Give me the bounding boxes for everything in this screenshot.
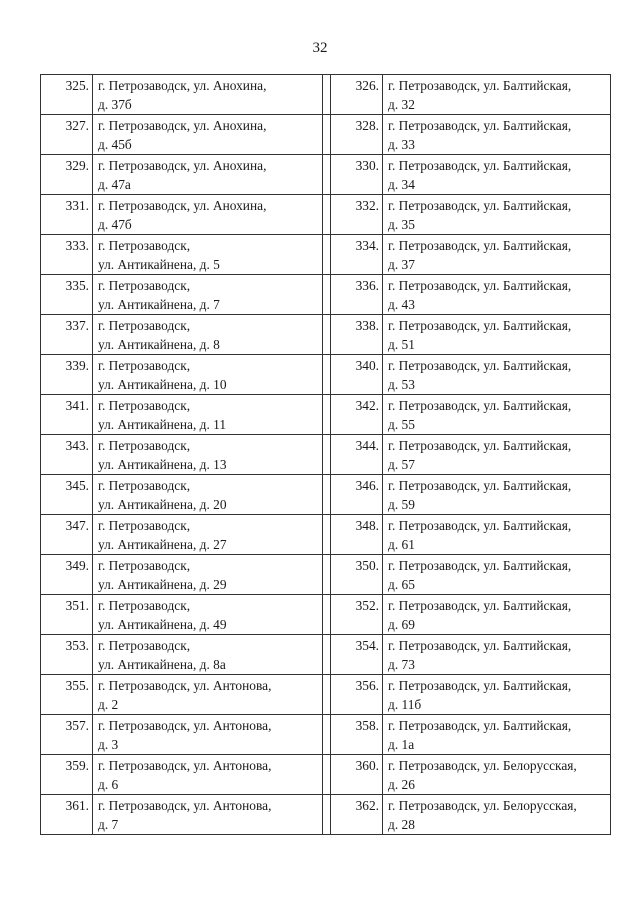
- column-separator: [323, 595, 331, 635]
- entry-address-left: [93, 235, 323, 275]
- entry-address-right-line-2: д. 59: [388, 497, 415, 512]
- entry-number-left: [41, 75, 93, 115]
- page-number: 32: [312, 40, 328, 56]
- entry-address-right-line-1: г. Петрозаводск, ул. Балтийская,: [388, 398, 572, 413]
- table-row: [41, 715, 611, 755]
- entry-number-left-text: 347.: [65, 518, 89, 533]
- entry-number-right-text: 356.: [355, 678, 379, 693]
- entry-number-left-text: 359.: [65, 758, 89, 773]
- entry-number-left: [41, 275, 93, 315]
- column-separator: [323, 795, 331, 835]
- entry-address-left: [93, 515, 323, 555]
- entry-address-right: [383, 475, 611, 515]
- entry-address-left: [93, 595, 323, 635]
- entry-number-left-text: 331.: [65, 198, 89, 213]
- table-row: [41, 795, 611, 835]
- entry-address-left-line-1: г. Петрозаводск, ул. Анохина,: [98, 78, 267, 93]
- entry-address-left: [93, 795, 323, 835]
- entry-number-left: [41, 555, 93, 595]
- entry-address-left-line-2: ул. Антикайнена, д. 11: [98, 417, 227, 432]
- entry-number-right-text: 362.: [355, 798, 379, 813]
- entry-number-left: [41, 355, 93, 395]
- entry-address-right-line-1: г. Петрозаводск, ул. Балтийская,: [388, 478, 572, 493]
- entry-number-left: [41, 515, 93, 555]
- entry-number-right: [331, 235, 383, 275]
- entry-number-right-text: 334.: [355, 238, 379, 253]
- entry-address-left-line-2: д. 2: [98, 697, 119, 712]
- entry-address-right: [383, 675, 611, 715]
- column-separator: [323, 195, 331, 235]
- entry-address-left-line-2: д. 45б: [98, 137, 132, 152]
- entry-address-left: [93, 115, 323, 155]
- entry-address-right-line-2: д. 28: [388, 817, 415, 832]
- entry-address-right-line-2: д. 1а: [388, 737, 415, 752]
- entry-address-left: [93, 435, 323, 475]
- entry-number-left-text: 343.: [65, 438, 89, 453]
- entry-number-right-text: 352.: [355, 598, 379, 613]
- entry-number-right: [331, 435, 383, 475]
- entry-address-left-line-1: г. Петрозаводск,: [98, 518, 191, 533]
- entry-address-left-line-2: ул. Антикайнена, д. 8а: [98, 657, 226, 672]
- entry-address-right-line-2: д. 11б: [388, 697, 422, 712]
- entry-address-left-line-2: ул. Антикайнена, д. 20: [98, 497, 227, 512]
- entry-number-right-text: 338.: [355, 318, 379, 333]
- column-separator: [323, 635, 331, 675]
- column-separator: [323, 155, 331, 195]
- entry-number-right: [331, 475, 383, 515]
- entry-address-right-line-2: д. 61: [388, 537, 415, 552]
- entry-number-right: [331, 515, 383, 555]
- entry-number-right-text: 330.: [355, 158, 379, 173]
- entry-address-right-line-2: д. 69: [388, 617, 415, 632]
- entry-address-left-line-1: г. Петрозаводск,: [98, 598, 191, 613]
- entry-number-right-text: 348.: [355, 518, 379, 533]
- entry-number-right: [331, 635, 383, 675]
- table-row: [41, 435, 611, 475]
- entry-number-right-text: 332.: [355, 198, 379, 213]
- table-row: [41, 355, 611, 395]
- entry-address-left-line-2: д. 47б: [98, 217, 132, 232]
- entry-number-left-text: 353.: [65, 638, 89, 653]
- entry-address-left-line-2: д. 7: [98, 817, 119, 832]
- entry-number-right-text: 346.: [355, 478, 379, 493]
- entry-address-right-line-1: г. Петрозаводск, ул. Балтийская,: [388, 598, 572, 613]
- entry-address-right: [383, 235, 611, 275]
- entry-number-right: [331, 355, 383, 395]
- entry-address-right: [383, 315, 611, 355]
- entry-address-right-line-1: г. Петрозаводск, ул. Балтийская,: [388, 358, 572, 373]
- entry-address-left: [93, 675, 323, 715]
- entry-number-left-text: 355.: [65, 678, 89, 693]
- entry-number-left: [41, 315, 93, 355]
- column-separator: [323, 275, 331, 315]
- entry-address-left: [93, 75, 323, 115]
- table-row: [41, 675, 611, 715]
- entry-address-left-line-1: г. Петрозаводск,: [98, 638, 191, 653]
- entry-address-right: [383, 435, 611, 475]
- column-separator: [323, 755, 331, 795]
- entry-address-left-line-2: ул. Антикайнена, д. 5: [98, 257, 220, 272]
- entry-number-right: [331, 275, 383, 315]
- entry-address-left-line-2: ул. Антикайнена, д. 7: [98, 297, 220, 312]
- entry-address-right-line-1: г. Петрозаводск, ул. Балтийская,: [388, 118, 572, 133]
- column-separator: [323, 75, 331, 115]
- entry-number-right-text: 336.: [355, 278, 379, 293]
- entry-address-left: [93, 475, 323, 515]
- entry-address-left: [93, 275, 323, 315]
- entry-number-left-text: 351.: [65, 598, 89, 613]
- entry-address-right-line-2: д. 37: [388, 257, 415, 272]
- entry-address-right: [383, 275, 611, 315]
- entry-address-right-line-1: г. Петрозаводск, ул. Балтийская,: [388, 518, 572, 533]
- entry-address-left-line-2: ул. Антикайнена, д. 8: [98, 337, 220, 352]
- entry-address-left: [93, 355, 323, 395]
- entry-address-right: [383, 755, 611, 795]
- column-separator: [323, 435, 331, 475]
- entry-address-left-line-2: ул. Антикайнена, д. 10: [98, 377, 227, 392]
- entry-number-left-text: 357.: [65, 718, 89, 733]
- entry-address-left-line-1: г. Петрозаводск,: [98, 438, 191, 453]
- entry-address-right-line-1: г. Петрозаводск, ул. Балтийская,: [388, 158, 572, 173]
- entry-number-right: [331, 395, 383, 435]
- entry-address-left: [93, 155, 323, 195]
- entry-address-right: [383, 115, 611, 155]
- table-row: [41, 155, 611, 195]
- entry-address-left-line-1: г. Петрозаводск,: [98, 278, 191, 293]
- table-row: [41, 275, 611, 315]
- table-row: [41, 635, 611, 675]
- entry-address-left-line-2: ул. Антикайнена, д. 13: [98, 457, 227, 472]
- entry-number-right: [331, 715, 383, 755]
- entry-address-right-line-2: д. 57: [388, 457, 415, 472]
- entry-number-left-text: 345.: [65, 478, 89, 493]
- entry-address-left-line-2: д. 37б: [98, 97, 132, 112]
- entry-address-right: [383, 515, 611, 555]
- column-separator: [323, 235, 331, 275]
- table-row: [41, 515, 611, 555]
- entry-number-left: [41, 675, 93, 715]
- entry-number-right: [331, 675, 383, 715]
- entry-address-right-line-2: д. 55: [388, 417, 415, 432]
- entry-number-left: [41, 195, 93, 235]
- entry-address-left: [93, 755, 323, 795]
- entry-address-right-line-2: д. 35: [388, 217, 415, 232]
- entry-number-right-text: 340.: [355, 358, 379, 373]
- entry-number-left: [41, 435, 93, 475]
- table-row: [41, 115, 611, 155]
- entry-number-right: [331, 195, 383, 235]
- entry-address-right: [383, 155, 611, 195]
- entry-address-left-line-1: г. Петрозаводск,: [98, 478, 191, 493]
- entry-address-right-line-1: г. Петрозаводск, ул. Балтийская,: [388, 638, 572, 653]
- entry-address-right-line-1: г. Петрозаводск, ул. Белорусская,: [388, 758, 577, 773]
- entry-address-right-line-2: д. 43: [388, 297, 415, 312]
- entry-number-left-text: 335.: [65, 278, 89, 293]
- entry-address-right-line-1: г. Петрозаводск, ул. Балтийская,: [388, 678, 572, 693]
- entry-number-left: [41, 395, 93, 435]
- table-row: [41, 315, 611, 355]
- entry-address-left-line-1: г. Петрозаводск, ул. Антонова,: [98, 678, 272, 693]
- column-separator: [323, 675, 331, 715]
- entry-number-right: [331, 795, 383, 835]
- entry-address-left-line-1: г. Петрозаводск, ул. Антонова,: [98, 758, 272, 773]
- entry-address-left-line-1: г. Петрозаводск, ул. Анохина,: [98, 198, 267, 213]
- entry-number-left-text: 361.: [65, 798, 89, 813]
- entry-address-left: [93, 315, 323, 355]
- table-row: [41, 195, 611, 235]
- entry-number-right-text: 354.: [355, 638, 379, 653]
- entry-number-right: [331, 555, 383, 595]
- entry-address-right: [383, 595, 611, 635]
- entry-address-right-line-2: д. 73: [388, 657, 415, 672]
- entry-address-right-line-1: г. Петрозаводск, ул. Балтийская,: [388, 78, 572, 93]
- entry-address-left: [93, 395, 323, 435]
- entry-number-right-text: 360.: [355, 758, 379, 773]
- entry-address-right: [383, 795, 611, 835]
- table-row: [41, 755, 611, 795]
- entry-address-right: [383, 395, 611, 435]
- column-separator: [323, 515, 331, 555]
- entry-address-left: [93, 555, 323, 595]
- column-separator: [323, 555, 331, 595]
- entry-address-left-line-2: ул. Антикайнена, д. 29: [98, 577, 227, 592]
- entry-address-left-line-1: г. Петрозаводск,: [98, 238, 191, 253]
- entry-address-right: [383, 355, 611, 395]
- entry-number-left: [41, 235, 93, 275]
- address-table: [40, 74, 611, 835]
- entry-number-right: [331, 115, 383, 155]
- column-separator: [323, 355, 331, 395]
- entry-address-right-line-2: д. 34: [388, 177, 415, 192]
- entry-address-right: [383, 635, 611, 675]
- entry-address-left-line-2: ул. Антикайнена, д. 27: [98, 537, 227, 552]
- entry-number-left-text: 349.: [65, 558, 89, 573]
- column-separator: [323, 315, 331, 355]
- table-row: [41, 475, 611, 515]
- entry-address-left-line-1: г. Петрозаводск,: [98, 398, 191, 413]
- entry-address-right-line-2: д. 32: [388, 97, 415, 112]
- entry-number-right: [331, 75, 383, 115]
- entry-number-left: [41, 795, 93, 835]
- entry-number-left: [41, 475, 93, 515]
- entry-address-right-line-2: д. 33: [388, 137, 415, 152]
- entry-number-left-text: 337.: [65, 318, 89, 333]
- entry-number-left: [41, 595, 93, 635]
- entry-number-right: [331, 315, 383, 355]
- entry-address-left-line-1: г. Петрозаводск, ул. Анохина,: [98, 158, 267, 173]
- entry-address-right: [383, 75, 611, 115]
- entry-number-left: [41, 115, 93, 155]
- entry-address-right: [383, 715, 611, 755]
- entry-address-right-line-1: г. Петрозаводск, ул. Балтийская,: [388, 198, 572, 213]
- entry-address-left-line-2: д. 6: [98, 777, 119, 792]
- table-row: [41, 595, 611, 635]
- table-row: [41, 395, 611, 435]
- column-separator: [323, 115, 331, 155]
- entry-address-right-line-2: д. 53: [388, 377, 415, 392]
- entry-address-left-line-1: г. Петрозаводск, ул. Антонова,: [98, 798, 272, 813]
- entry-number-right-text: 358.: [355, 718, 379, 733]
- entry-address-left-line-1: г. Петрозаводск, ул. Антонова,: [98, 718, 272, 733]
- entry-number-left: [41, 155, 93, 195]
- entry-address-right-line-1: г. Петрозаводск, ул. Балтийская,: [388, 238, 572, 253]
- entry-address-right-line-2: д. 65: [388, 577, 415, 592]
- entry-address-right-line-1: г. Петрозаводск, ул. Балтийская,: [388, 278, 572, 293]
- column-separator: [323, 715, 331, 755]
- column-separator: [323, 395, 331, 435]
- entry-number-left-text: 325.: [65, 78, 89, 93]
- entry-address-left-line-1: г. Петрозаводск,: [98, 358, 191, 373]
- entry-number-left-text: 333.: [65, 238, 89, 253]
- entry-number-right-text: 326.: [355, 78, 379, 93]
- entry-address-right-line-1: г. Петрозаводск, ул. Балтийская,: [388, 718, 572, 733]
- entry-number-right-text: 342.: [355, 398, 379, 413]
- entry-number-left-text: 329.: [65, 158, 89, 173]
- entry-number-right-text: 350.: [355, 558, 379, 573]
- entry-address-right-line-2: д. 51: [388, 337, 415, 352]
- entry-address-right-line-1: г. Петрозаводск, ул. Белорусская,: [388, 798, 577, 813]
- entry-number-left-text: 341.: [65, 398, 89, 413]
- entry-number-right: [331, 155, 383, 195]
- table-row: [41, 555, 611, 595]
- entry-address-left-line-2: д. 3: [98, 737, 119, 752]
- entry-address-right-line-1: г. Петрозаводск, ул. Балтийская,: [388, 318, 572, 333]
- entry-number-left-text: 339.: [65, 358, 89, 373]
- entry-number-right-text: 328.: [355, 118, 379, 133]
- entry-address-right-line-1: г. Петрозаводск, ул. Балтийская,: [388, 558, 572, 573]
- table-row: [41, 75, 611, 115]
- entry-number-left-text: 327.: [65, 118, 89, 133]
- entry-address-right: [383, 555, 611, 595]
- entry-number-right-text: 344.: [355, 438, 379, 453]
- entry-number-left: [41, 635, 93, 675]
- entry-address-right-line-1: г. Петрозаводск, ул. Балтийская,: [388, 438, 572, 453]
- entry-address-left-line-1: г. Петрозаводск,: [98, 318, 191, 333]
- entry-number-right: [331, 595, 383, 635]
- entry-number-right: [331, 755, 383, 795]
- column-separator: [323, 475, 331, 515]
- entry-number-left: [41, 755, 93, 795]
- entry-address-left-line-1: г. Петрозаводск,: [98, 558, 191, 573]
- entry-address-left: [93, 715, 323, 755]
- table-row: [41, 235, 611, 275]
- entry-number-left: [41, 715, 93, 755]
- entry-address-left-line-2: ул. Антикайнена, д. 49: [98, 617, 227, 632]
- address-table-body: [41, 75, 611, 835]
- entry-address-left-line-1: г. Петрозаводск, ул. Анохина,: [98, 118, 267, 133]
- entry-address-left: [93, 635, 323, 675]
- entry-address-right-line-2: д. 26: [388, 777, 415, 792]
- entry-address-left-line-2: д. 47а: [98, 177, 131, 192]
- entry-address-left: [93, 195, 323, 235]
- entry-address-right: [383, 195, 611, 235]
